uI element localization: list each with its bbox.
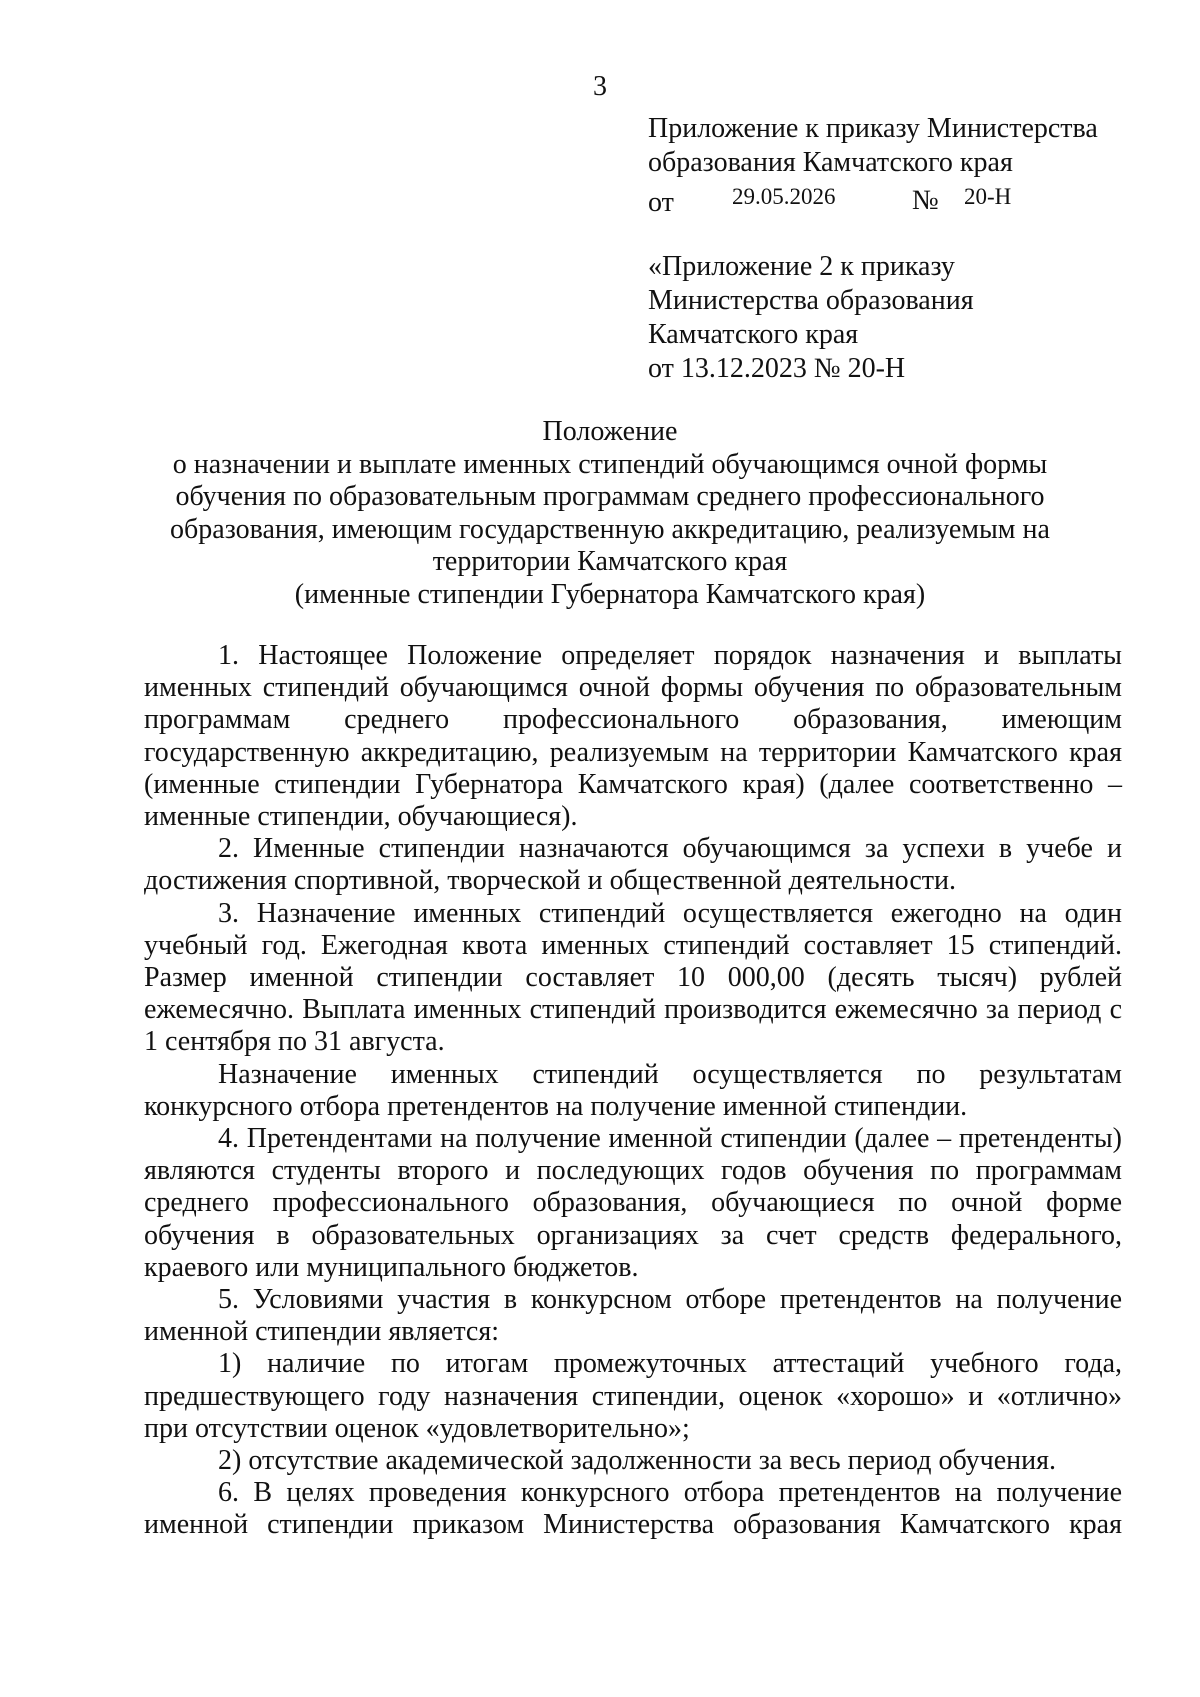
paragraph: 2) отсутствие академической задолженности за весь период обучения. <box>218 1445 1056 1477</box>
order-prefix: от <box>648 187 674 218</box>
paragraph: 1. Настоящее Положение определяет порядок назначения и выплаты именных стипендий обучающимся очной формы обучения по образовательным программам среднего профессионального образования, имеющим государственную аккредитацию, реализуемым на территории Камчатского края (именные стипендии Губернатора Камчатского края) (далее соответственно – именные стипендии, обучающиеся). <box>144 640 1122 833</box>
paragraph: 5. Условиями участия в конкурсном отборе претендентов на получение именной стипендии является: <box>144 1284 1122 1348</box>
document-body <box>144 640 1122 1542</box>
order-number: 20-Н <box>964 184 1012 209</box>
original-appendix-line: от 13.12.2023 № 20-Н <box>648 353 906 384</box>
original-appendix-line: «Приложение 2 к приказу <box>648 251 955 282</box>
appendix-header <box>648 112 1168 218</box>
original-appendix-header <box>648 250 1168 386</box>
original-appendix-line: Министерства образования <box>648 285 974 316</box>
original-appendix-line: Камчатского края <box>648 319 859 350</box>
appendix-line: образования Камчатского края <box>648 147 1013 178</box>
title-heading: Положение <box>542 416 678 447</box>
order-number-sign: № <box>912 185 939 216</box>
title-line: обучения по образовательным программам среднего профессионального <box>175 481 1045 512</box>
page-number: 3 <box>593 71 607 102</box>
title-line: (именные стипендии Губернатора Камчатского края) <box>294 578 926 610</box>
title-line: образования, имеющим государственную аккредитацию, реализуемым на <box>170 513 1050 545</box>
order-reference <box>648 180 1168 218</box>
title-line: территории Камчатского края <box>432 546 788 577</box>
paragraph: 3. Назначение именных стипендий осуществляется ежегодно на один учебный год. Ежегодная квота именных стипендий составляет 15 стипендий. Размер именной стипендии составляет 10 000,00 (десять тысяч) рублей ежемесячно. Выплата именных стипендий производится ежемесячно за период с 1 сентября по 31 августа. <box>144 897 1122 1058</box>
paragraph: 4. Претендентами на получение именной стипендии (далее – претенденты) являются студенты второго и последующих годов обучения по программам среднего профессионального образования, обучающиеся по очной форме обучения в образовательных организациях за счет средств федерального, краевого или муниципального бюджетов. <box>144 1123 1122 1283</box>
document-title <box>120 416 1100 611</box>
order-date: 29.05.2026 <box>732 184 836 209</box>
paragraph: Назначение именных стипендий осуществляется по результатам конкурсного отбора претендентов на получение именной стипендии. <box>144 1058 1122 1122</box>
paragraph: 1) наличие по итогам промежуточных аттестаций учебного года, предшествующего году назначения стипендии, оценок «хорошо» и «отлично» при отсутствии оценок «удовлетворительно»; <box>144 1348 1122 1444</box>
appendix-line: Приложение к приказу Министерства <box>648 113 1098 144</box>
title-line: о назначении и выплате именных стипендий обучающимся очной формы <box>172 448 1048 480</box>
paragraph: 6. В целях проведения конкурсного отбора претендентов на получение именной стипендии приказом Министерства образования Камчатского края <box>144 1477 1122 1541</box>
paragraph: 2. Именные стипендии назначаются обучающимся за успехи в учебе и достижения спортивной, творческой и общественной деятельности. <box>144 833 1122 897</box>
